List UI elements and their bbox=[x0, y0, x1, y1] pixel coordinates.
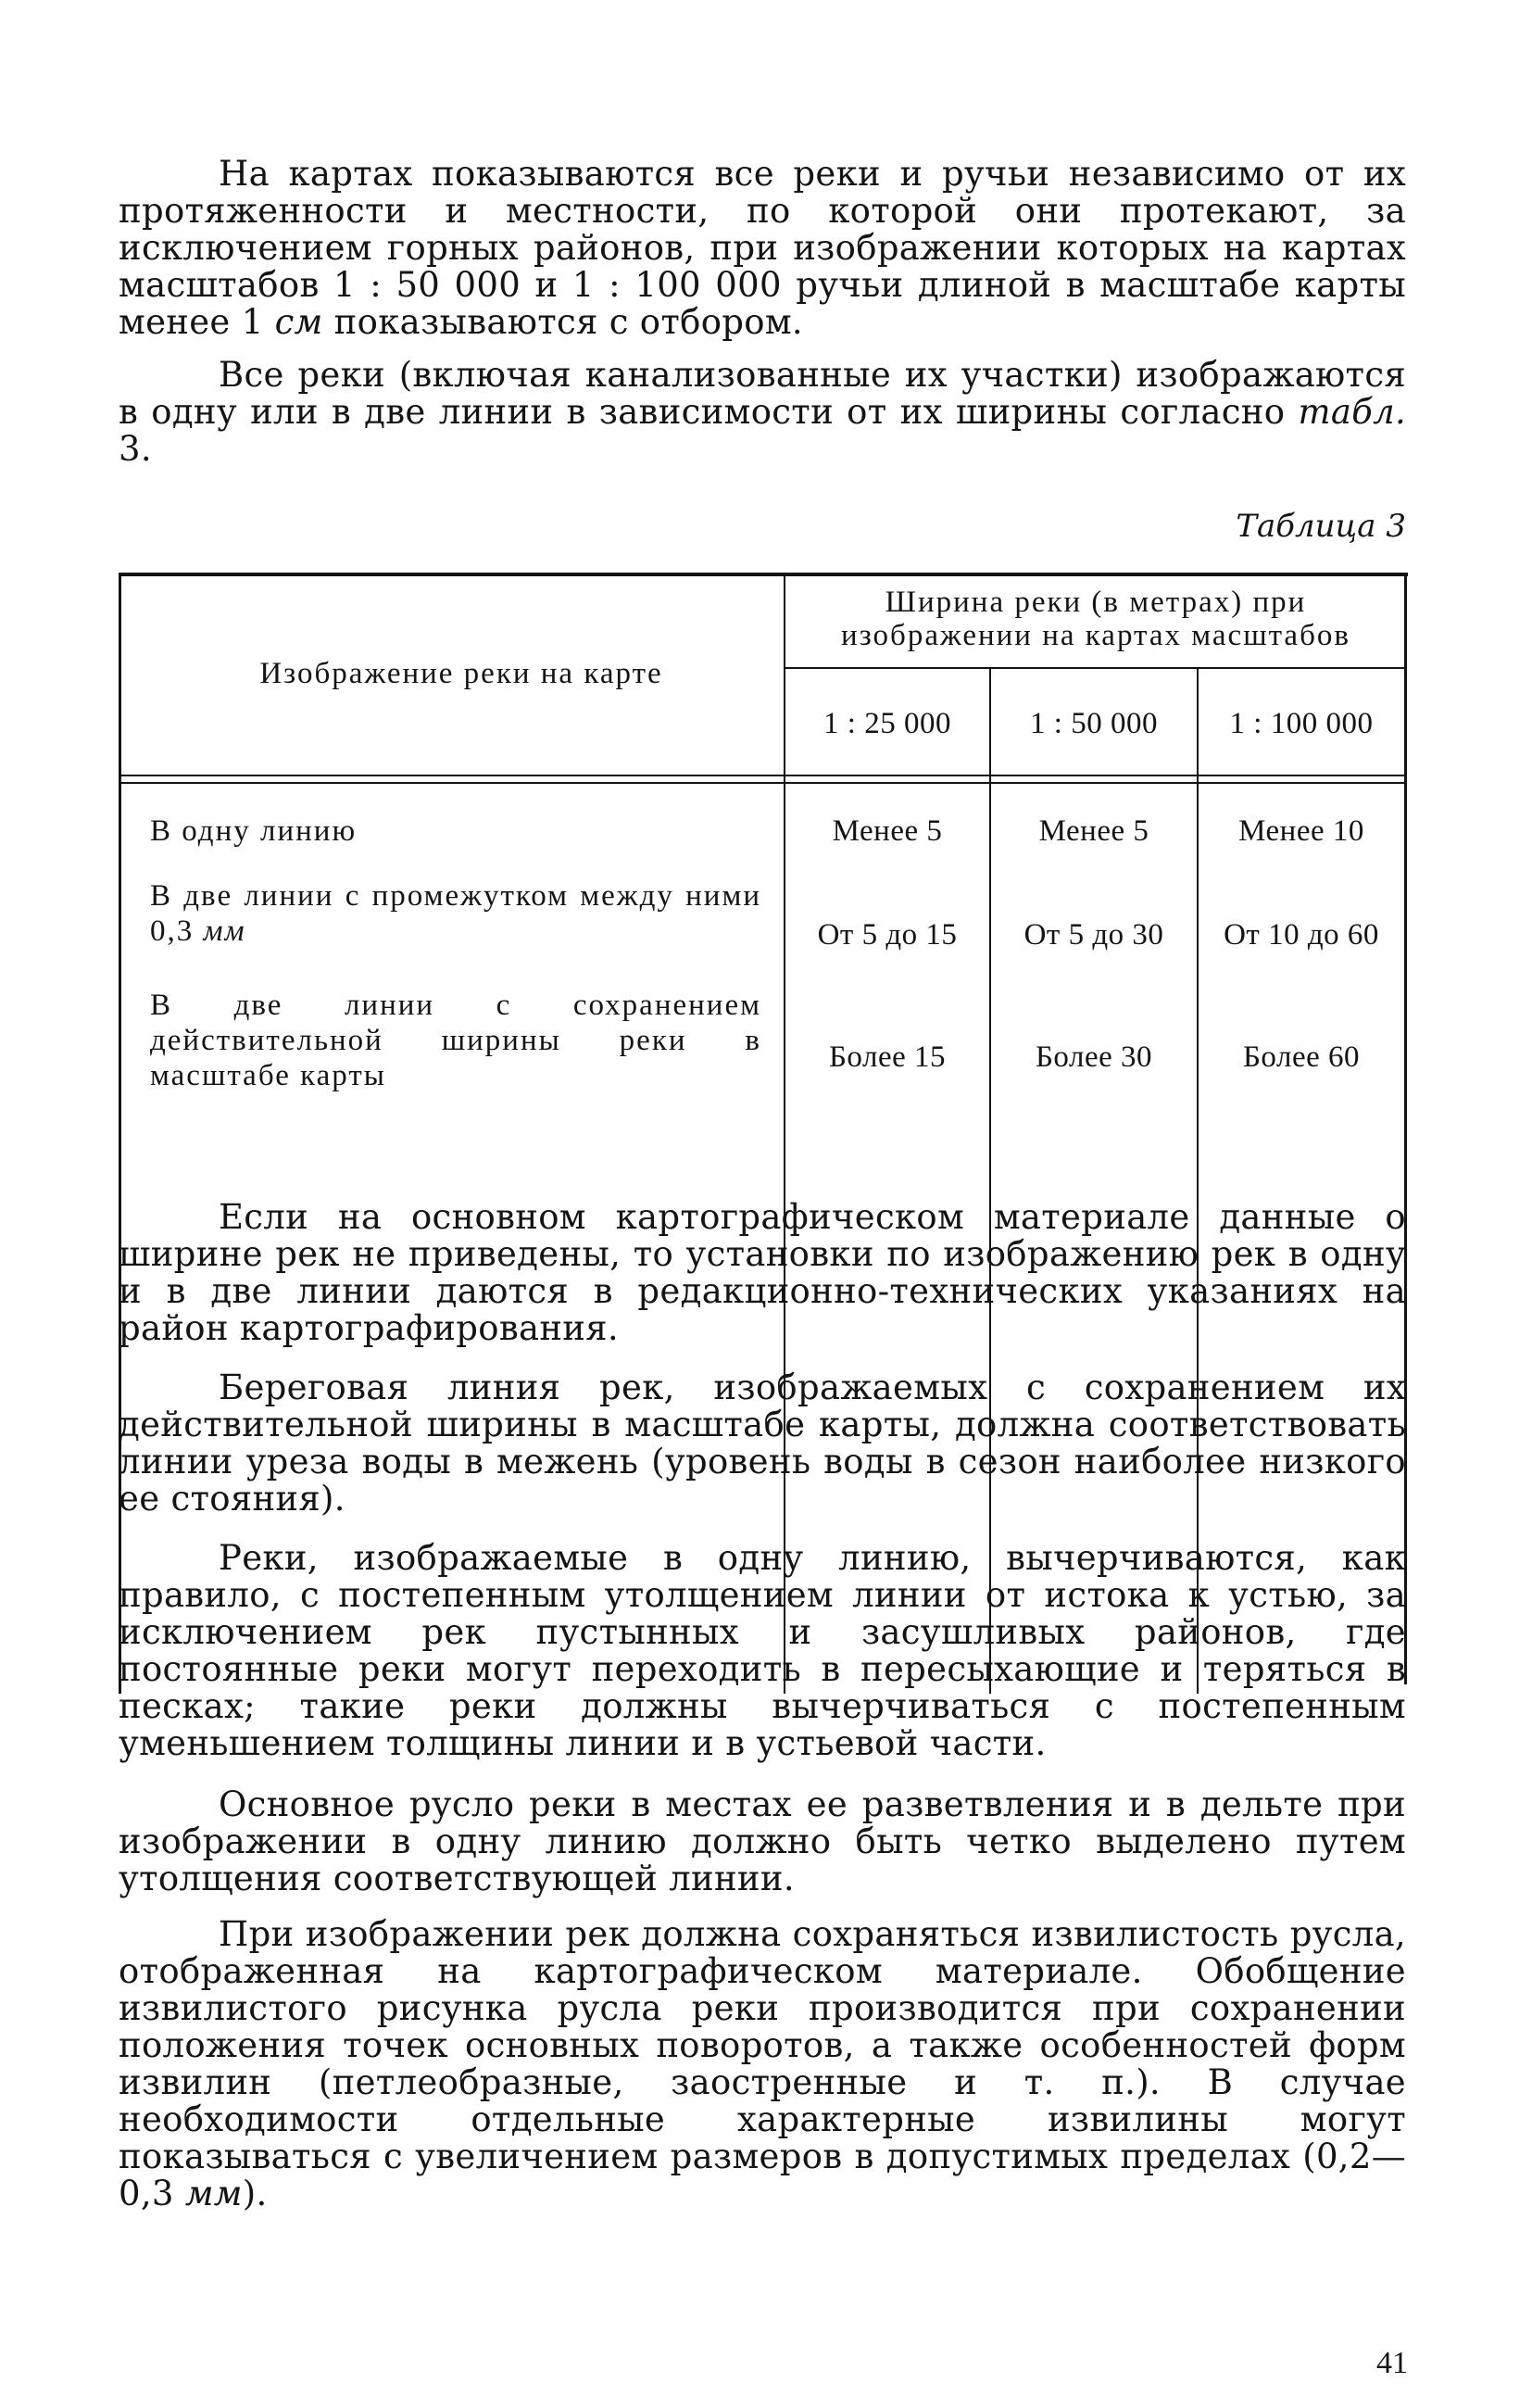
row-label-text: В две линии с промежутком между ними 0,3 bbox=[150, 879, 761, 948]
header-group-rule bbox=[784, 667, 1407, 669]
paragraph-text: Все реки (включая канализованные их участки) изображаются в одну или в две линии в зависимости от их ширины согласно bbox=[119, 355, 1406, 432]
row-label-two-lines-gap bbox=[150, 878, 761, 949]
paragraph-tail: ). bbox=[242, 2174, 268, 2213]
river-width-table bbox=[119, 573, 1408, 1694]
row-label-two-lines-true-width: В две линии с сохранением действительной ширины реки в масштабе карты bbox=[150, 989, 761, 1092]
table-caption: Таблица 3 bbox=[1236, 508, 1406, 545]
paragraph-tail: показываются с отбором. bbox=[322, 302, 803, 342]
cell-value: От 5 до 30 bbox=[1023, 918, 1164, 952]
header-image-on-map: Изображение реки на карте bbox=[259, 657, 663, 690]
paragraph-main-channel: Основное русло реки в местах ее разветвления и в дельте при изображении в одну линию должно быть четко выделено путем утолщения соответствующей линии. bbox=[119, 1784, 1406, 1898]
paragraph-rivers-shown bbox=[119, 156, 1406, 341]
cell-value: От 10 до 60 bbox=[1224, 918, 1379, 952]
page-number: 41 bbox=[1376, 2346, 1408, 2380]
header-river-width: Ширина реки (в метрах) при изображении на картах масштабов bbox=[841, 586, 1350, 652]
table-reference: табл. bbox=[1298, 392, 1406, 432]
table-left-border bbox=[119, 573, 121, 1694]
cell-value: Менее 10 bbox=[1238, 814, 1364, 848]
paragraph-text: При изображении рек должна сохраняться извилистость русла, отображенная на картографическом материале. Обобщение извилистого рисунка русла реки производится при сохранении положения точек основных поворотов, а также особенностей форм извилин (петлеобразные, заостренные и т. п.). В случае необходимости отдельные характерные извилины могут показываться с увеличением размеров в допустимых пределах (0,2—0,3 bbox=[119, 1914, 1406, 2213]
cell-value: Более 15 bbox=[828, 1040, 947, 1074]
paragraph-source-data: Если на основном картографическом материале данные о ширине рек не приведены, то установки по изображению рек в одну и в две линии даются в редакционно-технических указаниях на район картографирования. bbox=[119, 1197, 1406, 1348]
unit-mm: мм bbox=[203, 914, 246, 948]
header-scale-50000: 1 : 50 000 bbox=[1030, 707, 1158, 740]
cell-value: Менее 5 bbox=[1038, 814, 1149, 848]
header-bottom-rule-1 bbox=[119, 775, 1407, 776]
header-bottom-rule-2 bbox=[119, 782, 1407, 784]
row-label-one-line: В одну линию bbox=[150, 814, 358, 848]
table-right-border bbox=[1404, 573, 1407, 1684]
cell-value: Менее 5 bbox=[832, 814, 943, 848]
table-top-rule bbox=[119, 573, 1408, 576]
cell-value: Более 30 bbox=[1035, 1040, 1153, 1074]
paragraph-single-line-rivers: Реки, изображаемые в одну линию, вычерчиваются, как правило, с постепенным утолщением линии от истока к устью, за исключением рек пустынных и засушливых районов, где постоянные реки могут переходить в пересыхающие и теряться в песках; такие реки должны вычерчиваться с постепенным уменьшением толщины линии и в устьевой части. bbox=[119, 1538, 1406, 1763]
unit-cm: см bbox=[274, 302, 323, 342]
paragraph-shoreline: Береговая линия рек, изображаемых с сохранением их действительной ширины в масштабе карты, должна соответствовать линии уреза воды в межень (уровень воды в сезон наиболее низкого ее стояния). bbox=[119, 1368, 1406, 1519]
paragraph-meandering bbox=[119, 1916, 1406, 2213]
paragraph-tail: 3. bbox=[119, 429, 152, 469]
cell-value: Более 60 bbox=[1242, 1040, 1361, 1074]
cell-value: От 5 до 15 bbox=[817, 918, 958, 952]
header-scale-25000: 1 : 25 000 bbox=[823, 707, 951, 740]
unit-mm: мм bbox=[184, 2174, 243, 2213]
paragraph-text: На картах показываются все реки и ручьи независимо от их протяженности и местности, по которой они протекают, за исключением горных районов, при изображении которых на картах масштабов 1 : 50 000 и 1 : 100 000 ручьи длиной в масштабе карты менее 1 bbox=[119, 154, 1406, 342]
header-scale-100000: 1 : 100 000 bbox=[1229, 707, 1374, 740]
paragraph-rivers-lines bbox=[119, 357, 1406, 468]
